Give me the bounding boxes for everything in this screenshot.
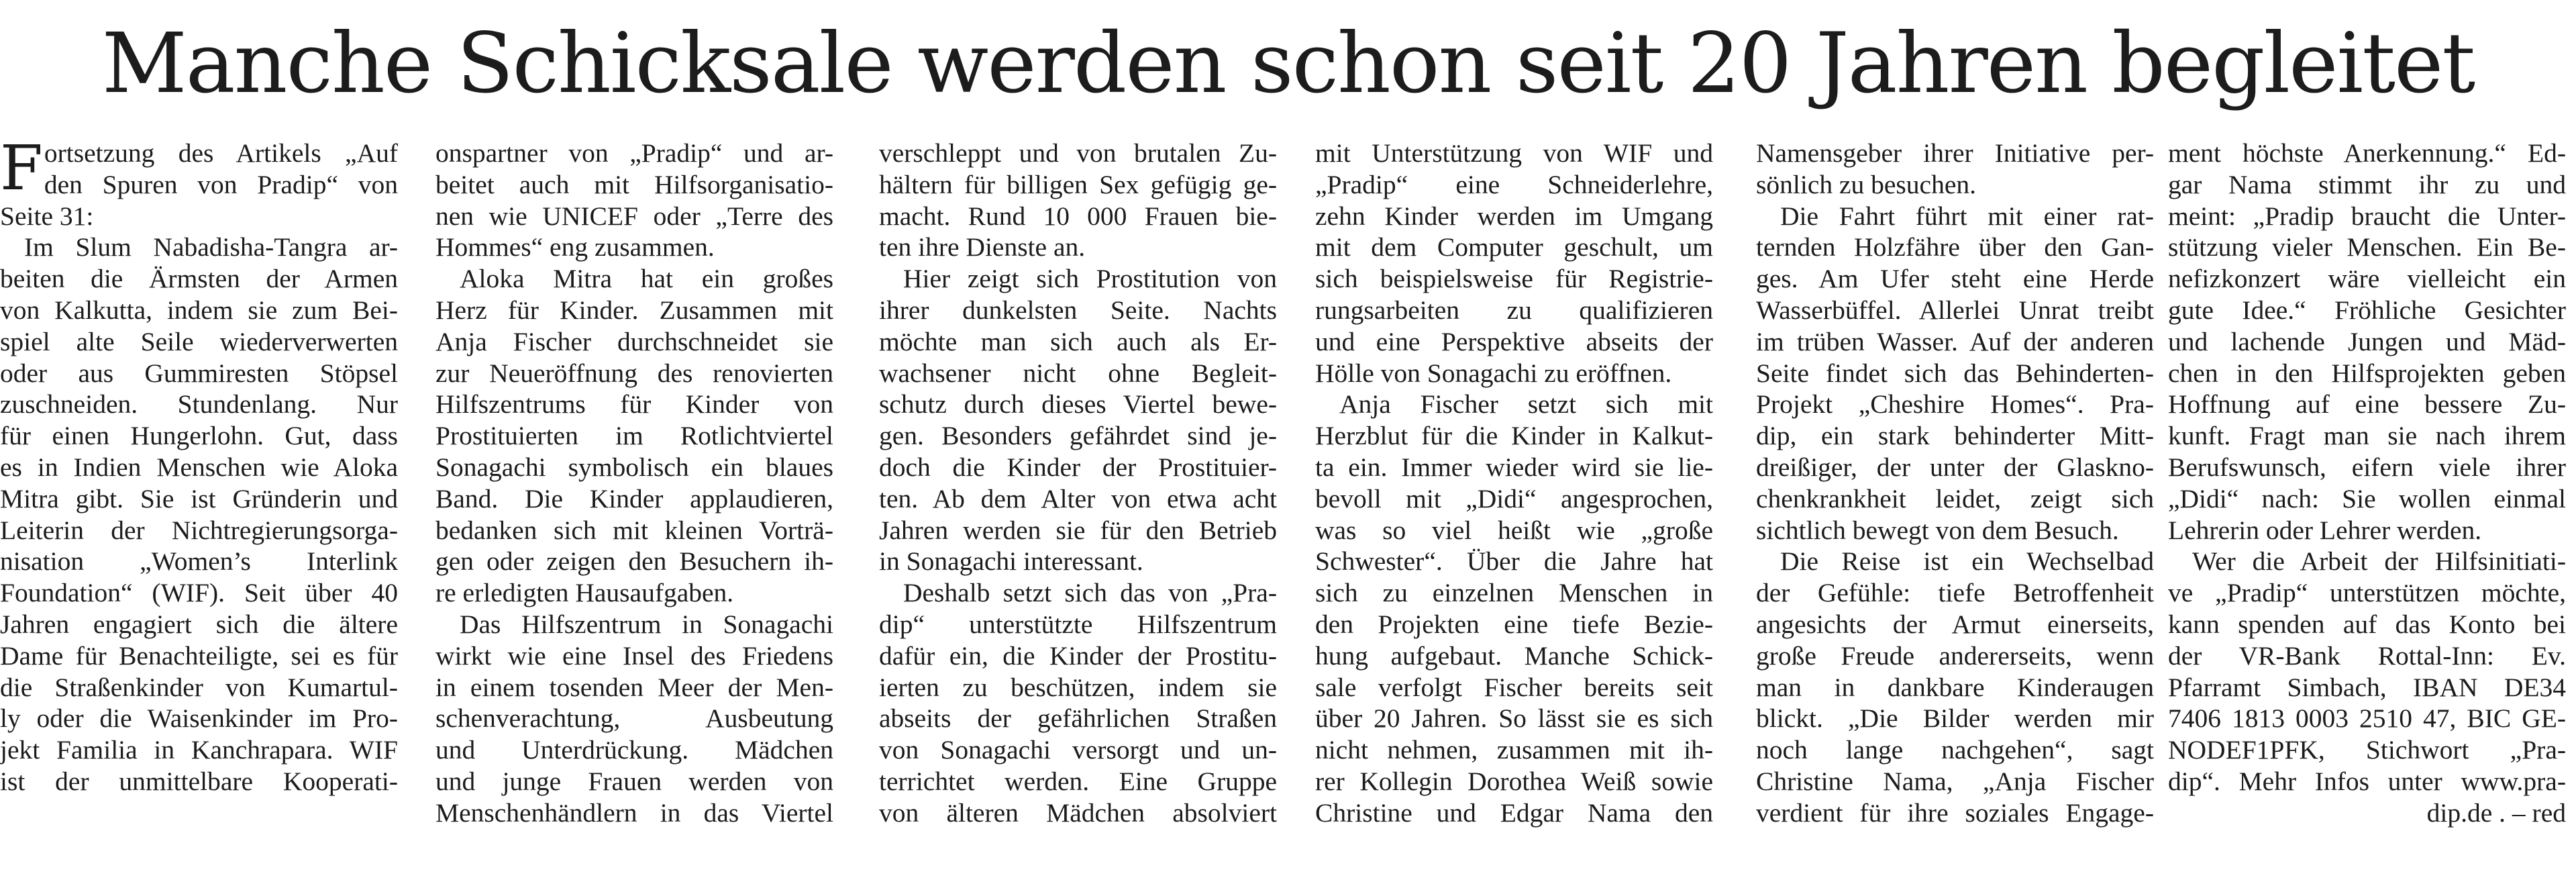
text-line: ierten zu beschützen, indem sie	[879, 672, 1277, 702]
text-line: zur Neueröffnung des renovierten	[435, 358, 833, 388]
text-line: „Didi“ nach: Sie wollen einmal	[2168, 483, 2566, 513]
text-line: re erledigten Hausaufgaben.	[435, 578, 734, 608]
text-line: sichtlich bewegt von dem Besuch.	[1756, 515, 2119, 545]
text-line: wachsener nicht ohne Begleit-	[879, 358, 1277, 388]
text-line: Herz für Kinder. Zusammen mit	[435, 295, 833, 325]
text-line: bevoll mit „Didi“ angesprochen,	[1315, 483, 1713, 513]
text-line: beiten die Ärmsten der Armen	[0, 264, 398, 294]
text-line: chen in den Hilfsprojekten geben	[2168, 358, 2566, 388]
paragraph	[879, 577, 1277, 828]
text-line: nen wie UNICEF oder „Terre des	[435, 201, 833, 231]
text-line: Im Slum Nabadisha-Tangra ar-	[24, 232, 398, 262]
text-line: ist der unmittelbare Kooperati-	[0, 766, 398, 796]
text-line: bedanken sich mit kleinen Vorträ-	[435, 515, 833, 545]
text-line: Hilfszentrums für Kinder von	[435, 389, 833, 420]
text-line: gen. Besonders gefährdet sind je-	[879, 421, 1277, 451]
text-line: doch die Kinder der Prostituier-	[879, 452, 1277, 482]
text-line: von Kalkutta, indem sie zum Bei-	[0, 295, 398, 325]
text-line: sale verfolgt Fischer bereits seit	[1315, 672, 1713, 702]
text-line: NODEF1PFK, Stichwort „Pra-	[2168, 735, 2566, 765]
text-line: dip“. Mehr Infos unter www.pra-	[2168, 766, 2566, 796]
text-line: Wer die Arbeit der Hilfsinitiati-	[2192, 546, 2566, 577]
text-line: ges. Am Ufer steht eine Herde	[1756, 264, 2154, 294]
text-line: Jahren werden sie für den Betrieb	[879, 515, 1277, 545]
text-line: und Unterdrückung. Mädchen	[435, 735, 833, 765]
text-line: rungsarbeiten zu qualifizieren	[1315, 295, 1713, 325]
text-line: es in Indien Menschen wie Aloka	[0, 452, 398, 482]
text-line: ihrer dunkelsten Seite. Nachts	[879, 295, 1277, 325]
text-line: sich beispielsweise für Registrie-	[1315, 264, 1713, 294]
text-line: den Spuren von Pradip“ von	[44, 169, 398, 199]
text-line: ten ihre Dienste an.	[879, 232, 1086, 262]
text-line: Dame für Benachteiligte, sei es für	[0, 640, 398, 671]
text-line: ortsetzung des Artikels „Auf	[44, 138, 398, 168]
text-line: Deshalb setzt sich das von „Pra-	[903, 578, 1277, 608]
text-line: rer Kollegin Dorothea Weiß sowie	[1315, 766, 1713, 796]
text-line: Projekt „Cheshire Homes“. Pra-	[1756, 389, 2154, 420]
paragraph	[1315, 138, 1713, 389]
text-line: ta ein. Immer wieder wird sie lie-	[1315, 452, 1713, 482]
text-line: Seite findet sich das Behinderten-	[1756, 358, 2154, 388]
text-line: Schwester“. Über die Jahre hat	[1315, 546, 1713, 577]
text-line: Hoffnung auf eine bessere Zu-	[2168, 389, 2566, 420]
text-line: Lehrerin oder Lehrer werden.	[2168, 515, 2482, 545]
paragraph	[435, 138, 833, 263]
text-line: Menschenhändlern in das Viertel	[435, 797, 833, 828]
text-line: Anja Fischer setzt sich mit	[1339, 389, 1713, 420]
text-line: in Sonagachi interessant.	[879, 546, 1143, 577]
text-line: Hommes“ eng zusammen.	[435, 232, 715, 262]
paragraph	[879, 138, 1277, 263]
text-line: nicht nehmen, zusammen mit ih-	[1315, 735, 1713, 765]
article-column-1	[0, 138, 398, 882]
text-line: den Projekten eine tiefe Bezie-	[1315, 609, 1713, 639]
text-line: Herzblut für die Kinder in Kalkut-	[1315, 421, 1713, 451]
text-line: Sonagachi symbolisch ein blaues	[435, 452, 833, 482]
continuation-paragraph	[0, 138, 398, 232]
paragraph	[1756, 546, 2154, 828]
text-line: Mitra gibt. Sie ist Gründerin und	[0, 483, 398, 513]
text-line: Die Fahrt führt mit einer rat-	[1780, 201, 2154, 231]
text-line: terrichtet werden. Eine Gruppe	[879, 766, 1277, 796]
paragraph	[1315, 389, 1713, 828]
text-line: der VR-Bank Rottal-Inn: Ev.	[2168, 640, 2566, 671]
text-line: kann spenden auf das Konto bei	[2168, 609, 2566, 639]
text-line: Christine und Edgar Nama den	[1315, 797, 1713, 828]
text-line: Namensgeber ihrer Initiative per-	[1756, 138, 2154, 168]
text-line: dip, ein stark behinderter Mitt-	[1756, 421, 2154, 451]
paragraph	[435, 263, 833, 609]
text-line: beitet auch mit Hilfsorganisatio-	[435, 169, 833, 199]
text-line: gute Idee.“ Fröhliche Gesichter	[2168, 295, 2566, 325]
text-line: spiel alte Seile wiederverwerten	[0, 326, 398, 356]
donation-paragraph	[2168, 546, 2566, 828]
text-line: Prostituierten im Rotlichtviertel	[435, 421, 833, 451]
text-line: sönlich zu besuchen.	[1756, 169, 1976, 199]
article-column-3	[879, 138, 1277, 882]
text-line: hältern für billigen Sex gefügig ge-	[879, 169, 1277, 199]
text-line: ment höchste Anerkennung.“ Ed-	[2168, 138, 2566, 168]
paragraph	[435, 609, 833, 829]
text-line: für einen Hungerlohn. Gut, dass	[0, 421, 398, 451]
paragraph	[1756, 138, 2154, 201]
article-column-4	[1315, 138, 1713, 882]
text-line: Seite 31:	[0, 201, 94, 231]
text-line: angesichts der Armut einerseits,	[1756, 609, 2154, 639]
text-line: was so viel heißt wie „große	[1315, 515, 1713, 545]
text-line: Band. Die Kinder applaudieren,	[435, 483, 833, 513]
paragraph	[879, 263, 1277, 577]
article-column-5	[1756, 138, 2154, 882]
text-line: und lachende Jungen und Mäd-	[2168, 326, 2566, 356]
text-line: im trüben Wasser. Auf der anderen	[1756, 326, 2154, 356]
text-line: Aloka Mitra hat ein großes	[460, 264, 833, 294]
text-line: noch lange nachgehen“, sagt	[1756, 735, 2154, 765]
text-line: wirkt wie eine Insel des Friedens	[435, 640, 833, 671]
text-line: Hier zeigt sich Prostitution von	[903, 264, 1277, 294]
text-line: Foundation“ (WIF). Seit über 40	[0, 578, 398, 608]
text-line: sich zu einzelnen Menschen in	[1315, 578, 1713, 608]
text-line: Die Reise ist ein Wechselbad	[1780, 546, 2154, 577]
paragraph	[0, 232, 398, 797]
text-line: zehn Kinder werden im Umgang	[1315, 201, 1713, 231]
text-line: und eine Perspektive abseits der	[1315, 326, 1713, 356]
drop-cap: F	[0, 138, 43, 204]
text-line: Wasserbüffel. Allerlei Unrat treibt	[1756, 295, 2154, 325]
text-line: mit Unterstützung von WIF und	[1315, 138, 1713, 168]
article-column-6	[2168, 138, 2566, 882]
text-line: dreißiger, der unter der Glaskno-	[1756, 452, 2154, 482]
text-line: 7406 1813 0003 2510 47, BIC GE-	[2168, 703, 2566, 734]
text-line: kunft. Fragt man sie nach ihrem	[2168, 421, 2566, 451]
text-line: verschleppt und von brutalen Zu-	[879, 138, 1277, 168]
text-line: zuschneiden. Stundenlang. Nur	[0, 389, 398, 420]
text-line: Jahren engagiert sich die ältere	[0, 609, 398, 639]
text-line: die Straßenkinder von Kumartul-	[0, 672, 398, 702]
text-line: Berufswunsch, eifern viele ihrer	[2168, 452, 2566, 482]
text-line: verdient für ihre soziales Engage-	[1756, 797, 2154, 828]
text-line: über 20 Jahren. So lässt sie es sich	[1315, 703, 1713, 734]
text-line: Pfarramt Simbach, IBAN DE34	[2168, 672, 2566, 702]
text-line: schutz durch dieses Viertel bewe-	[879, 389, 1277, 420]
text-line: meint: „Pradip braucht die Unter-	[2168, 201, 2566, 231]
text-line: blickt. „Die Bilder werden mir	[1756, 703, 2154, 734]
text-line: chenkrankheit leidet, zeigt sich	[1756, 483, 2154, 513]
text-line: Leiterin der Nichtregierungsorga-	[0, 515, 398, 545]
text-line: Das Hilfszentrum in Sonagachi	[460, 609, 833, 639]
text-line: dafür ein, die Kinder der Prostitu-	[879, 640, 1277, 671]
text-line: stützung vieler Menschen. Ein Be-	[2168, 232, 2566, 262]
text-line: oder aus Gummiresten Stöpsel	[0, 358, 398, 388]
text-line: hung aufgebaut. Manche Schick-	[1315, 640, 1713, 671]
text-line: Anja Fischer durchschneidet sie	[435, 326, 833, 356]
paragraph	[1756, 201, 2154, 546]
text-line: man in dankbare Kinderaugen	[1756, 672, 2154, 702]
text-line: nefizkonzert wäre vielleicht ein	[2168, 264, 2566, 294]
text-line: gar Nama stimmt ihr zu und	[2168, 169, 2566, 199]
text-line: ten. Ab dem Alter von etwa acht	[879, 483, 1277, 513]
text-line: von Sonagachi versorgt und un-	[879, 735, 1277, 765]
article-column-2	[435, 138, 833, 882]
text-line: von älteren Mädchen absolviert	[879, 797, 1277, 828]
text-line: in einem tosenden Meer der Men-	[435, 672, 833, 702]
text-line: Hölle von Sonagachi zu eröffnen.	[1315, 358, 1672, 388]
article-headline: Manche Schicksale werden schon seit 20 Jahren begleitet	[101, 15, 2475, 112]
text-line: abseits der gefährlichen Straßen	[879, 703, 1277, 734]
text-line: ly oder die Waisenkinder im Pro-	[0, 703, 398, 734]
text-line: mit dem Computer geschult, um	[1315, 232, 1713, 262]
text-line: gen oder zeigen den Besuchern ih-	[435, 546, 833, 577]
text-line: dip.de . – red	[2426, 797, 2566, 828]
text-line: ternden Holzfähre über den Gan-	[1756, 232, 2154, 262]
text-line: dip“ unterstützte Hilfszentrum	[879, 609, 1277, 639]
text-line: der Gefühle: tiefe Betroffenheit	[1756, 578, 2154, 608]
text-line: schenverachtung, Ausbeutung	[435, 703, 833, 734]
text-line: „Pradip“ eine Schneiderlehre,	[1315, 169, 1713, 199]
text-line: onspartner von „Pradip“ und ar-	[435, 138, 833, 168]
text-line: ve „Pradip“ unterstützen möchte,	[2168, 578, 2566, 608]
paragraph	[2168, 138, 2566, 546]
text-line: große Freude andererseits, wenn	[1756, 640, 2154, 671]
text-line: nisation „Women’s Interlink	[0, 546, 398, 577]
text-line: jekt Familia in Kanchrapara. WIF	[0, 735, 398, 765]
text-line: Christine Nama, „Anja Fischer	[1756, 766, 2154, 796]
text-line: macht. Rund 10 000 Frauen bie-	[879, 201, 1277, 231]
text-line: und junge Frauen werden von	[435, 766, 833, 796]
text-line: möchte man sich auch als Er-	[879, 326, 1277, 356]
